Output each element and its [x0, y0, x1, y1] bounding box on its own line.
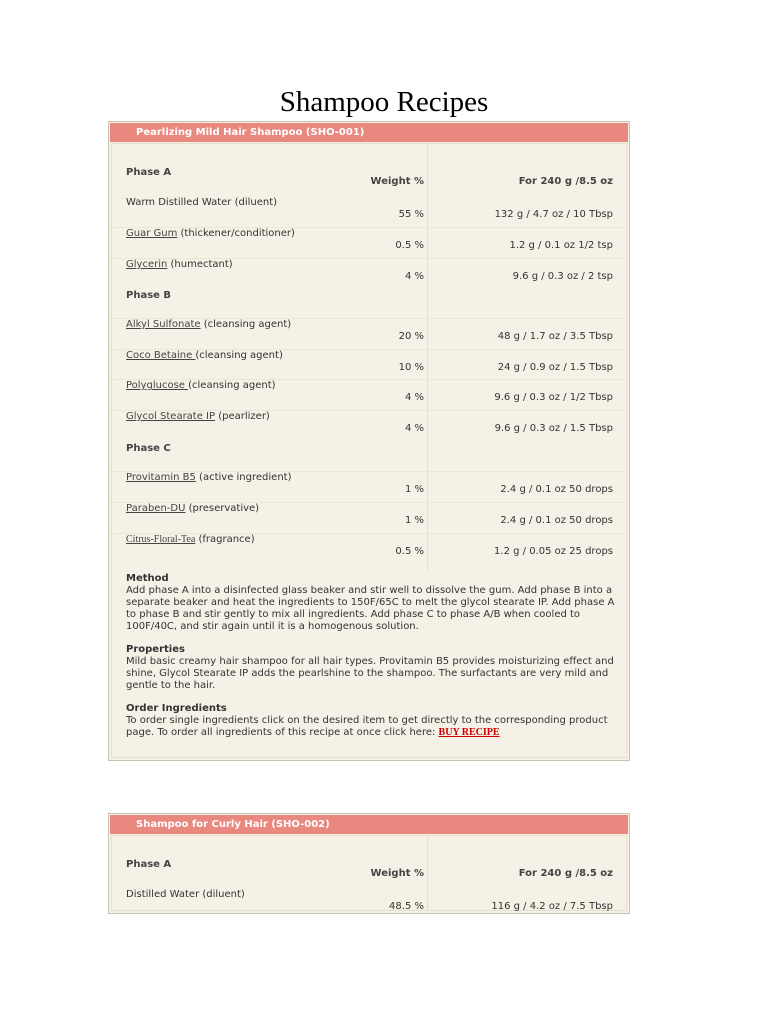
amount-value: 9.6 g / 0.3 oz / 2 tsp: [512, 271, 613, 282]
properties-section: [126, 644, 616, 692]
ingredient-row: Alkyl Sulfonate (cleansing agent) 20 % 48 g / 1.7 oz / 3.5 Tbsp: [109, 318, 629, 349]
amount-value: 1.2 g / 0.05 oz 25 drops: [494, 546, 613, 557]
ingredient-link-glycol-stearate[interactable]: Glycol Stearate IP: [126, 411, 216, 422]
ingredient-link-guar-gum[interactable]: Guar Gum: [126, 228, 178, 239]
method-text: Add phase A into a disinfected glass beaker and stir well to dissolve the gum. Add phase B into a separate beaker and heat the ingredients to 150F/65C to melt the glycol stearate IP. Add phase A to phase B and stir gently to mix all ingredients. Add phase C to phase A/B when cooled to 100F/40C, and stir again until it is a homogenous solution.: [126, 585, 615, 632]
recipe-title: Pearlizing Mild Hair Shampoo (SHO-001): [110, 123, 628, 142]
amount-value: 2.4 g / 0.1 oz 50 drops: [500, 484, 613, 495]
amount-value: 9.6 g / 0.3 oz / 1.5 Tbsp: [494, 423, 613, 434]
weight-value: 20 %: [398, 331, 424, 342]
ingredient-link-glycerin[interactable]: Glycerin: [126, 259, 168, 270]
ingredient-link-citrus-floral-tea[interactable]: Citrus-Floral-Tea: [126, 534, 196, 545]
amount-value: 1.2 g / 0.1 oz 1/2 tsp: [509, 240, 613, 251]
ingredient-row: Citrus-Floral-Tea (fragrance) 0.5 % 1.2 g / 0.05 oz 25 drops: [109, 533, 629, 564]
ingredient-row: Guar Gum (thickener/conditioner) 0.5 % 1.2 g / 0.1 oz 1/2 tsp: [109, 227, 629, 258]
recipe-card-sho-002: [108, 813, 630, 914]
ingredient-row: Glycerin (humectant) 4 % 9.6 g / 0.3 oz / 2 tsp: [109, 258, 629, 289]
ingredient-row: Paraben-DU (preservative) 1 % 2.4 g / 0.1 oz 50 drops: [109, 502, 629, 533]
weight-column-header: Weight %: [370, 868, 424, 879]
ingredient-link-polyglucose[interactable]: Polyglucose: [126, 380, 189, 391]
ingredient-row: Coco Betaine (cleansing agent) 10 % 24 g / 0.9 oz / 1.5 Tbsp: [109, 349, 629, 380]
ingredient-row: [109, 197, 629, 227]
amount-value: 116 g / 4.2 oz / 7.5 Tbsp: [491, 901, 613, 912]
ingredient-row: [109, 889, 629, 914]
weight-value: 48.5 %: [389, 901, 424, 912]
amount-column-header: For 240 g /8.5 oz: [518, 176, 613, 187]
order-heading: Order Ingredients: [126, 703, 227, 714]
amount-value: 132 g / 4.7 oz / 10 Tbsp: [494, 209, 613, 220]
order-section: [126, 703, 616, 739]
recipe-card-sho-001: [108, 121, 630, 761]
weight-value: 55 %: [398, 209, 424, 220]
page-title: Shampoo Recipes: [279, 86, 489, 118]
ingredient-row: Provitamin B5 (active ingredient) 1 % 2.4 g / 0.1 oz 50 drops: [109, 471, 629, 502]
phase-a-label: Phase A: [126, 167, 172, 178]
amount-value: 9.6 g / 0.3 oz / 1/2 Tbsp: [494, 392, 613, 403]
method-section: [126, 573, 616, 633]
properties-text: Mild basic creamy hair shampoo for all hair types. Provitamin B5 provides moisturizing effect and shine, Glycol Stearate IP adds the pearlshine to the shampoo. The surfactants are very mild and gentle to the hair.: [126, 656, 614, 691]
amount-column-header: For 240 g /8.5 oz: [518, 868, 613, 879]
properties-heading: Properties: [126, 644, 185, 655]
phase-a-label: Phase A: [126, 859, 172, 870]
ingredient-row: Glycol Stearate IP (pearlizer) 4 % 9.6 g / 0.3 oz / 1.5 Tbsp: [109, 410, 629, 441]
method-heading: Method: [126, 573, 169, 584]
phase-c-label: Phase C: [126, 443, 171, 454]
phase-b-label: Phase B: [126, 290, 172, 301]
amount-value: 2.4 g / 0.1 oz 50 drops: [500, 515, 613, 526]
weight-value: 4 %: [404, 423, 424, 434]
ingredient-label: Distilled Water (diluent): [126, 889, 245, 900]
ingredient-row: Polyglucose (cleansing agent) 4 % 9.6 g / 0.3 oz / 1/2 Tbsp: [109, 379, 629, 410]
amount-value: 24 g / 0.9 oz / 1.5 Tbsp: [497, 362, 613, 373]
weight-value: 1 %: [404, 515, 424, 526]
weight-value: 4 %: [404, 392, 424, 403]
ingredient-link-alkyl-sulfonate[interactable]: Alkyl Sulfonate: [126, 319, 201, 330]
weight-value: 1 %: [404, 484, 424, 495]
ingredient-link-coco-betaine[interactable]: Coco Betaine: [126, 350, 196, 361]
buy-recipe-link[interactable]: BUY RECIPE: [438, 727, 500, 738]
weight-value: 4 %: [404, 271, 424, 282]
recipe-title: Shampoo for Curly Hair (SHO-002): [110, 815, 628, 834]
amount-value: 48 g / 1.7 oz / 3.5 Tbsp: [497, 331, 613, 342]
weight-value: 0.5 %: [395, 240, 424, 251]
weight-value: 10 %: [398, 362, 424, 373]
order-text: To order single ingredients click on the desired item to get directly to the corresponding product page. To order all ingredients of this recipe at once click here:: [126, 715, 608, 738]
weight-value: 0.5 %: [395, 546, 424, 557]
ingredient-link-paraben-du[interactable]: Paraben-DU: [126, 503, 186, 514]
ingredient-link-provitamin-b5[interactable]: Provitamin B5: [126, 472, 196, 483]
weight-column-header: Weight %: [370, 176, 424, 187]
ingredient-label: Warm Distilled Water (diluent): [126, 197, 278, 208]
